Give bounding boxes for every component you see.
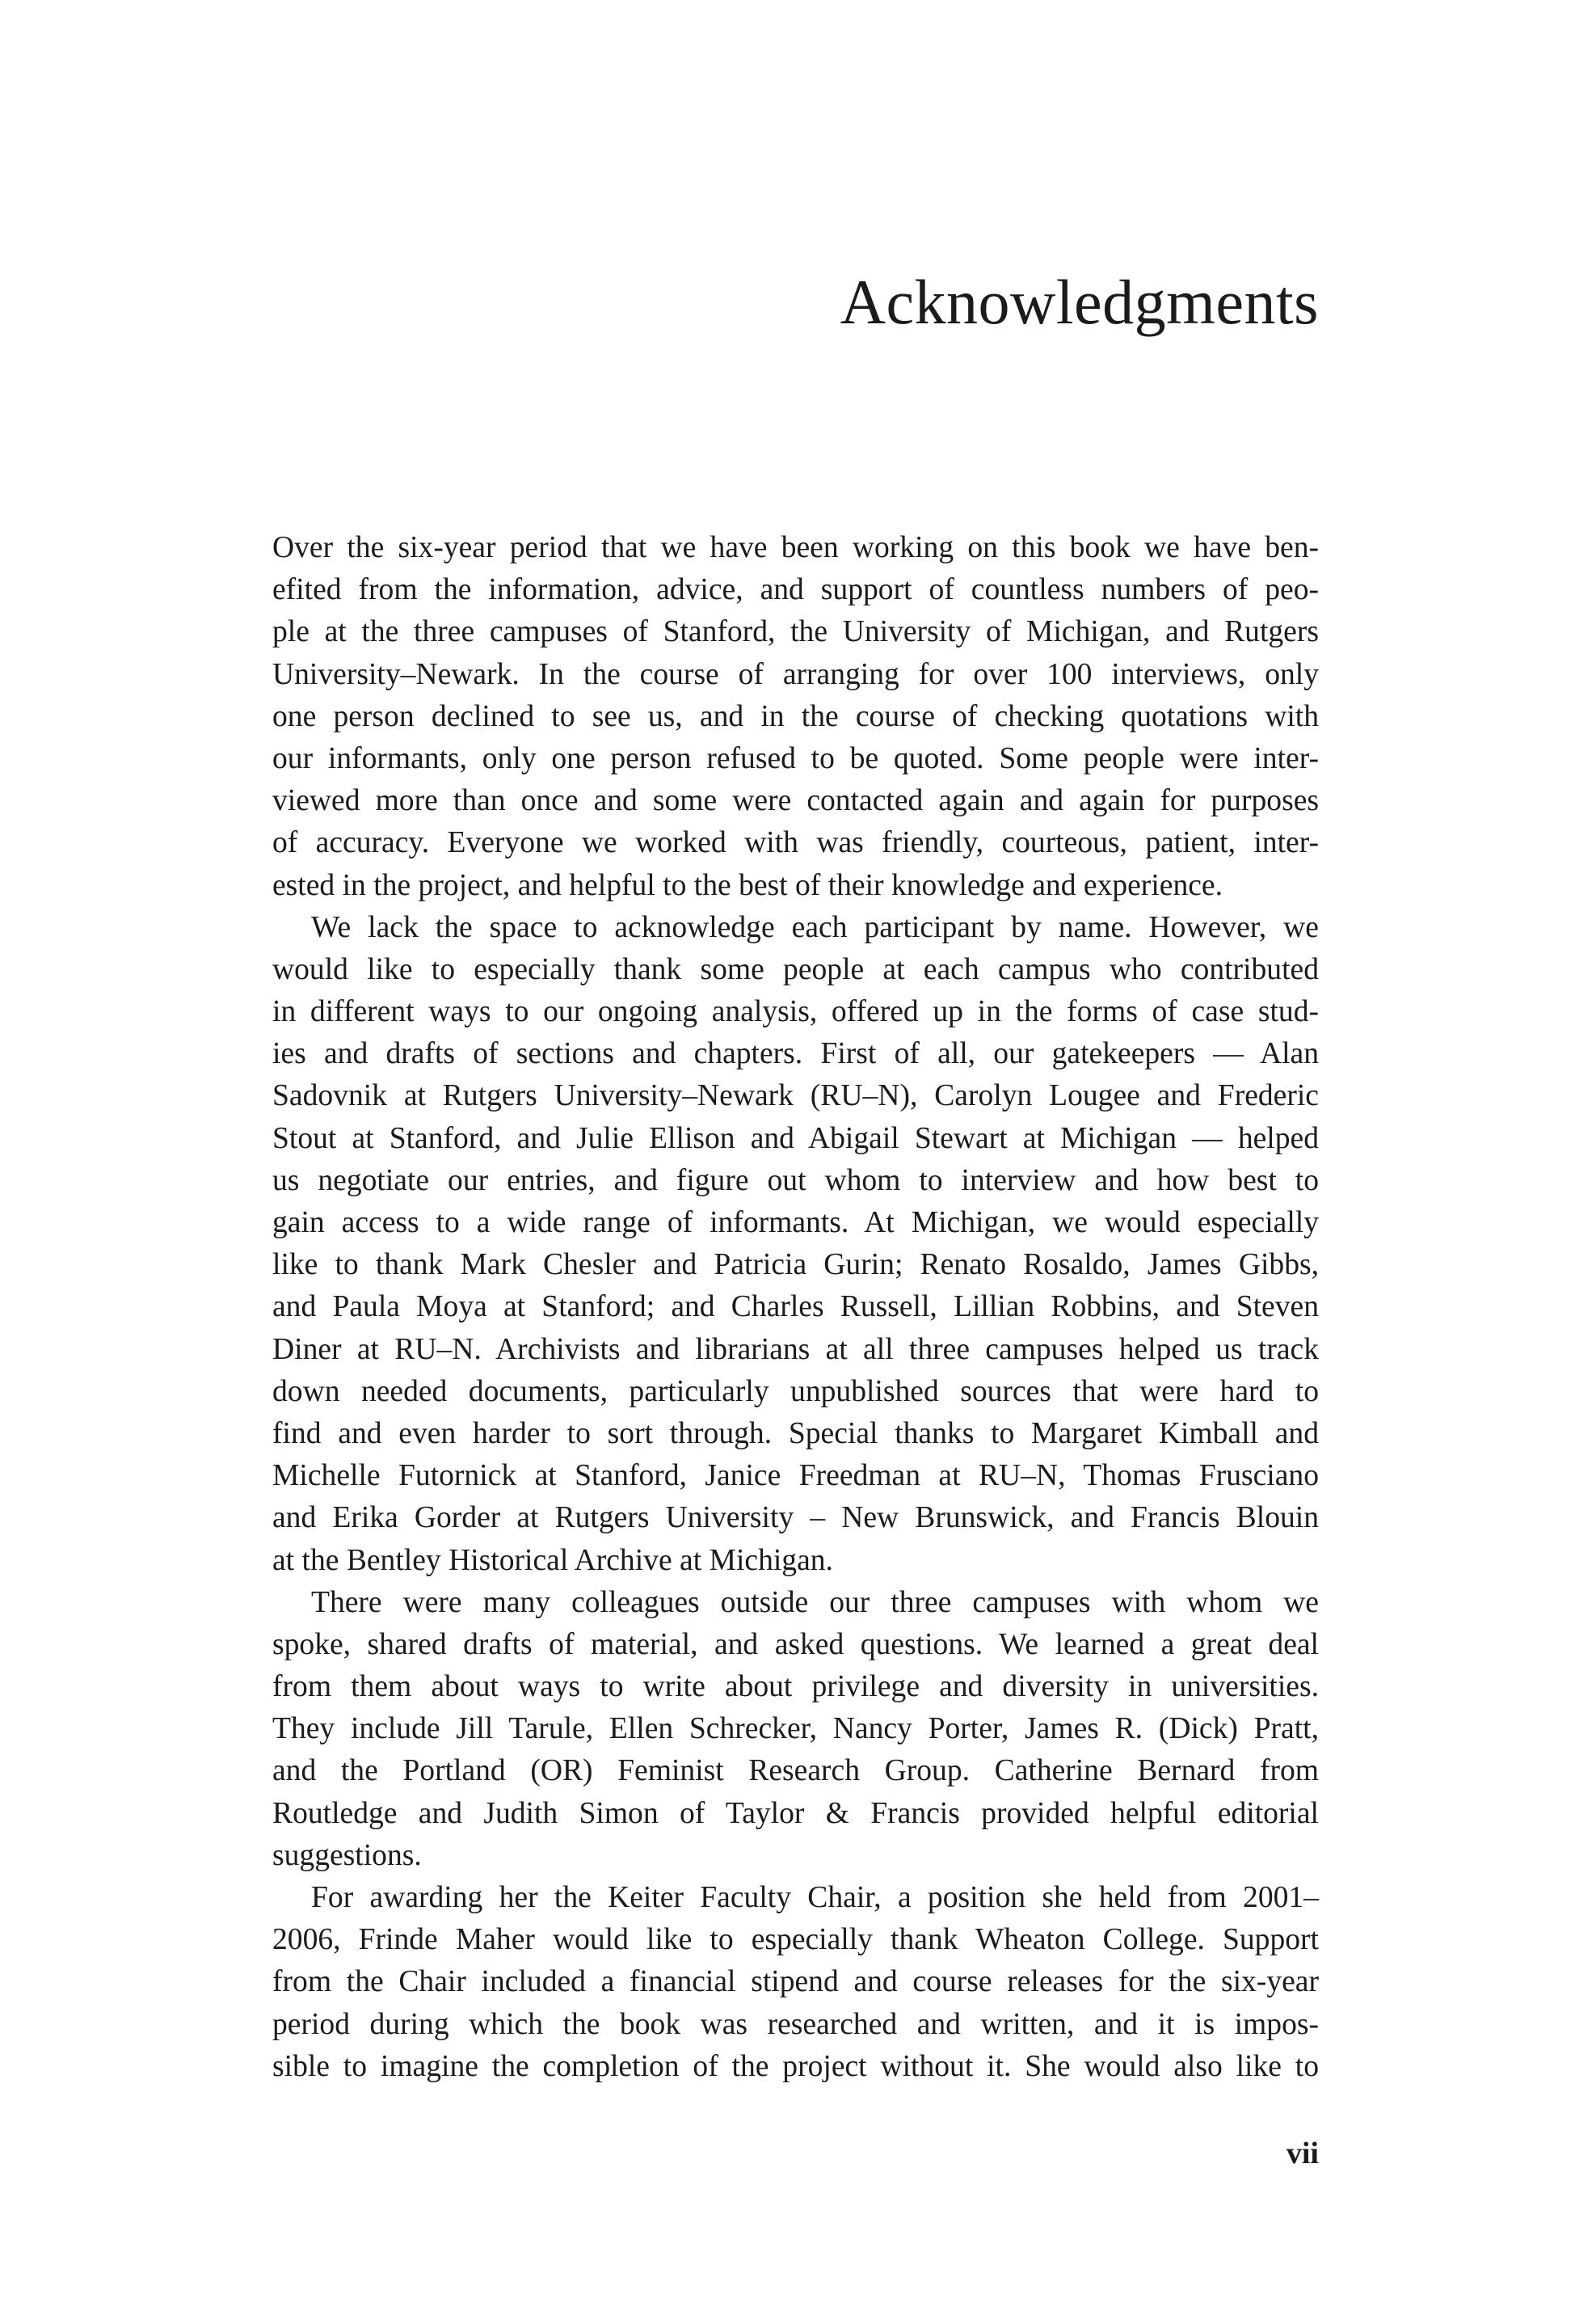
text-line: University–Newark. In the course of arranging for over 100 interviews, only xyxy=(272,657,1319,691)
text-line: Sadovnik at Rutgers University–Newark (RU–N), Carolyn Lougee and Frederic xyxy=(272,1079,1319,1113)
text-line: ple at the three campuses of Stanford, the University of Michigan, and Rutgers xyxy=(272,615,1319,649)
text-line: efited from the information, advice, and support of countless numbers of peo- xyxy=(272,573,1319,607)
text-line: in different ways to our ongoing analysis, offered up in the forms of case stud- xyxy=(272,995,1319,1029)
text-line: us negotiate our entries, and figure out whom to interview and how best to xyxy=(272,1163,1319,1197)
text-line: Stout at Stanford, and Julie Ellison and Abigail Stewart at Michigan — helped xyxy=(272,1121,1319,1155)
text-line: one person declined to see us, and in the course of checking quotations with xyxy=(272,699,1319,733)
text-line: our informants, only one person refused to be quoted. Some people were inter- xyxy=(272,741,1319,775)
text-line: Michelle Futornick at Stanford, Janice Freedman at RU–N, Thomas Frusciano xyxy=(272,1459,1319,1493)
paragraph-2 xyxy=(272,907,1319,1582)
paragraph-3 xyxy=(272,1582,1319,1877)
text-line: Over the six-year period that we have been working on this book we have ben- xyxy=(272,531,1319,564)
text-line: spoke, shared drafts of material, and asked questions. We learned a great deal xyxy=(272,1627,1319,1661)
paragraph-4 xyxy=(272,1877,1319,2088)
text-line: suggestions. xyxy=(272,1838,422,1872)
chapter-title: Acknowledgments xyxy=(840,267,1319,337)
text-line: period during which the book was researched and written, and it is impos- xyxy=(272,2007,1319,2041)
text-line: There were many colleagues outside our three campuses with whom we xyxy=(311,1585,1319,1619)
text-line: and Erika Gorder at Rutgers University – New Brunswick, and Francis Blouin xyxy=(272,1501,1319,1535)
text-line: We lack the space to acknowledge each participant by name. However, we xyxy=(311,910,1319,944)
text-line: from them about ways to write about privilege and diversity in universities. xyxy=(272,1670,1319,1704)
page-number: vii xyxy=(1286,2136,1319,2170)
text-line: of accuracy. Everyone we worked with was friendly, courteous, patient, inter- xyxy=(272,826,1319,860)
text-line: sible to imagine the completion of the project without it. She would also like to xyxy=(272,2049,1319,2083)
text-line: viewed more than once and some were contacted again and again for purposes xyxy=(272,784,1319,818)
text-line: They include Jill Tarule, Ellen Schrecker, Nancy Porter, James R. (Dick) Pratt, xyxy=(272,1712,1319,1746)
text-line: at the Bentley Historical Archive at Michigan. xyxy=(272,1543,833,1577)
text-line: 2006, Frinde Maher would like to especially thank Wheaton College. Support xyxy=(272,1923,1319,1957)
text-line: gain access to a wide range of informants. At Michigan, we would especially xyxy=(272,1206,1319,1239)
text-line: from the Chair included a financial stipend and course releases for the six-year xyxy=(272,1965,1319,1999)
text-line: Diner at RU–N. Archivists and librarians at all three campuses helped us track xyxy=(272,1332,1319,1366)
body-text xyxy=(272,527,1319,2088)
text-line: like to thank Mark Chesler and Patricia Gurin; Renato Rosaldo, James Gibbs, xyxy=(272,1248,1319,1282)
text-line: find and even harder to sort through. Special thanks to Margaret Kimball and xyxy=(272,1416,1319,1450)
text-line: down needed documents, particularly unpublished sources that were hard to xyxy=(272,1374,1319,1408)
text-line: and Paula Moya at Stanford; and Charles Russell, Lillian Robbins, and Steven xyxy=(272,1290,1319,1324)
text-line: ested in the project, and helpful to the best of their knowledge and experience. xyxy=(272,868,1223,902)
text-line: Routledge and Judith Simon of Taylor & Francis provided helpful editorial xyxy=(272,1796,1319,1830)
text-line: For awarding her the Keiter Faculty Chair, a position she held from 2001– xyxy=(311,1881,1319,1914)
text-line: would like to especially thank some people at each campus who contributed xyxy=(272,952,1319,986)
text-line: ies and drafts of sections and chapters. First of all, our gatekeepers — Alan xyxy=(272,1037,1319,1071)
paragraph-1 xyxy=(272,527,1319,907)
text-line: and the Portland (OR) Feminist Research Group. Catherine Bernard from xyxy=(272,1754,1319,1788)
